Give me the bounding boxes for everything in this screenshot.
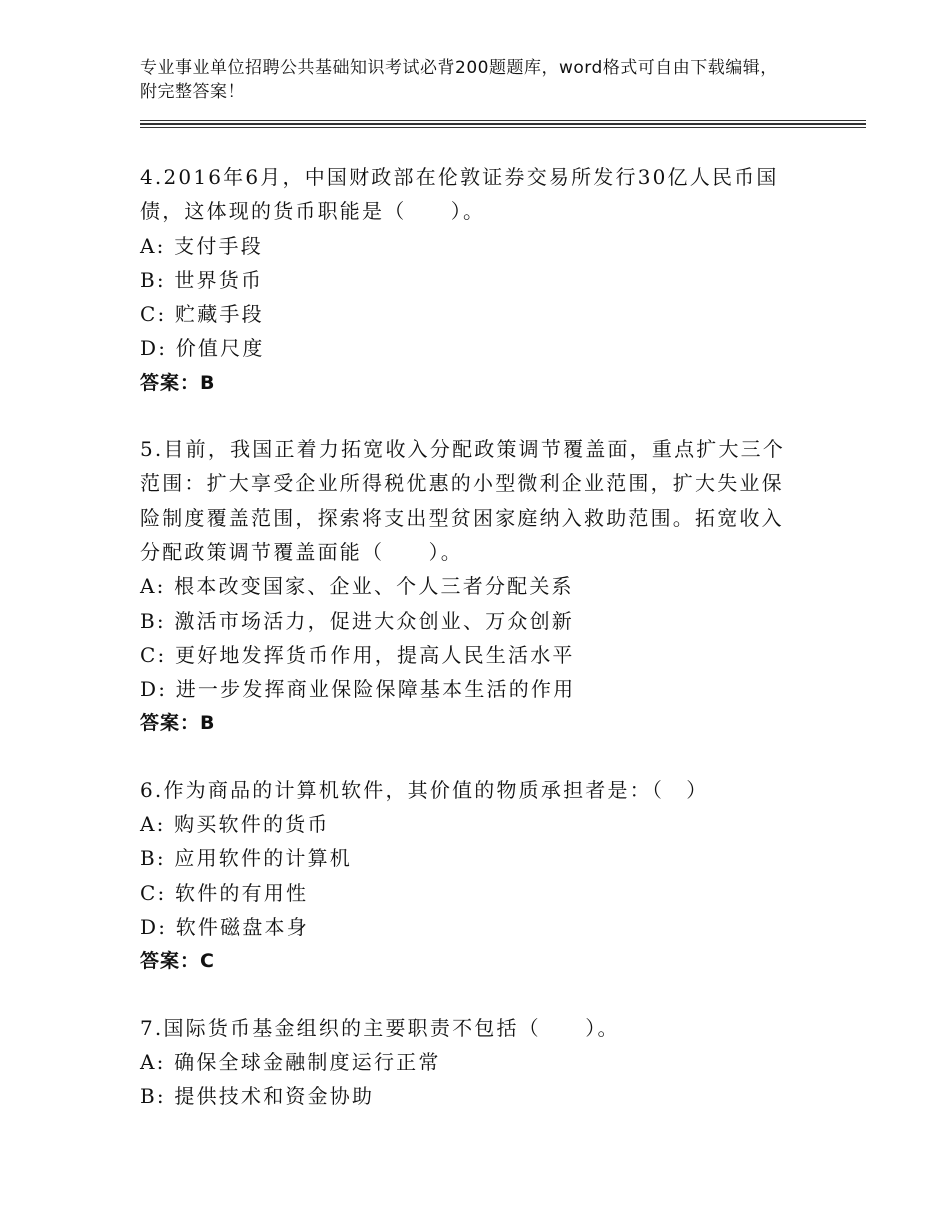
option-b: B: 提供技术和资金协助 [140, 1084, 375, 1109]
answer-line: 答案：C [140, 950, 215, 973]
option-a: A: 根本改变国家、企业、个人三者分配关系 [140, 574, 574, 599]
question-stem: 6.作为商品的计算机软件，其价值的物质承担者是：（ ） [140, 777, 709, 802]
question-stem: 4.2016年6月，中国财政部在伦敦证券交易所发行30亿人民币国债，这体现的货币职能是（ ）。 [140, 165, 779, 224]
option-d: D: 软件磁盘本身 [140, 914, 309, 939]
header-rule-top [140, 120, 866, 121]
option-c: C: 贮藏手段 [140, 302, 264, 327]
option-a: A: 购买软件的货币 [140, 812, 330, 837]
question-stem: 7.国际货币基金组织的主要职责不包括（ ）。 [140, 1015, 620, 1040]
option-b: B: 世界货币 [140, 267, 264, 292]
question-list [140, 160, 800, 1145]
option-b: B: 激活市场活力，促进大众创业、万众创新 [140, 608, 574, 633]
option-a: A: 支付手段 [140, 233, 263, 258]
option-a: A: 确保全球金融制度运行正常 [140, 1049, 441, 1074]
answer-line: 答案：B [140, 371, 216, 394]
question-stem: 5.目前，我国正着力拓宽收入分配政策调节覆盖面，重点扩大三个范围：扩大享受企业所得税优惠的小型微利企业范围，扩大失业保险制度覆盖范围，探索将支出型贫困家庭纳入救助范围。拓宽收入分配政策调节覆盖面能（ ）。 [140, 437, 786, 564]
question-7 [140, 1011, 800, 1114]
question-6 [140, 773, 800, 979]
document-header: 专业事业单位招聘公共基础知识考试必背200题题库，word格式可自由下载编辑，附完整答案！ [140, 58, 778, 102]
question-5 [140, 432, 800, 741]
option-d: D: 进一步发挥商业保险保障基本生活的作用 [140, 677, 576, 702]
option-b: B: 应用软件的计算机 [140, 846, 352, 871]
header-rule-bottom [140, 127, 866, 128]
option-c: C: 软件的有用性 [140, 880, 309, 905]
option-c: C: 更好地发挥货币作用，提高人民生活水平 [140, 642, 575, 667]
question-4 [140, 160, 800, 400]
option-d: D: 价值尺度 [140, 336, 265, 361]
header-rule-middle [140, 123, 866, 125]
answer-line: 答案：B [140, 712, 216, 735]
